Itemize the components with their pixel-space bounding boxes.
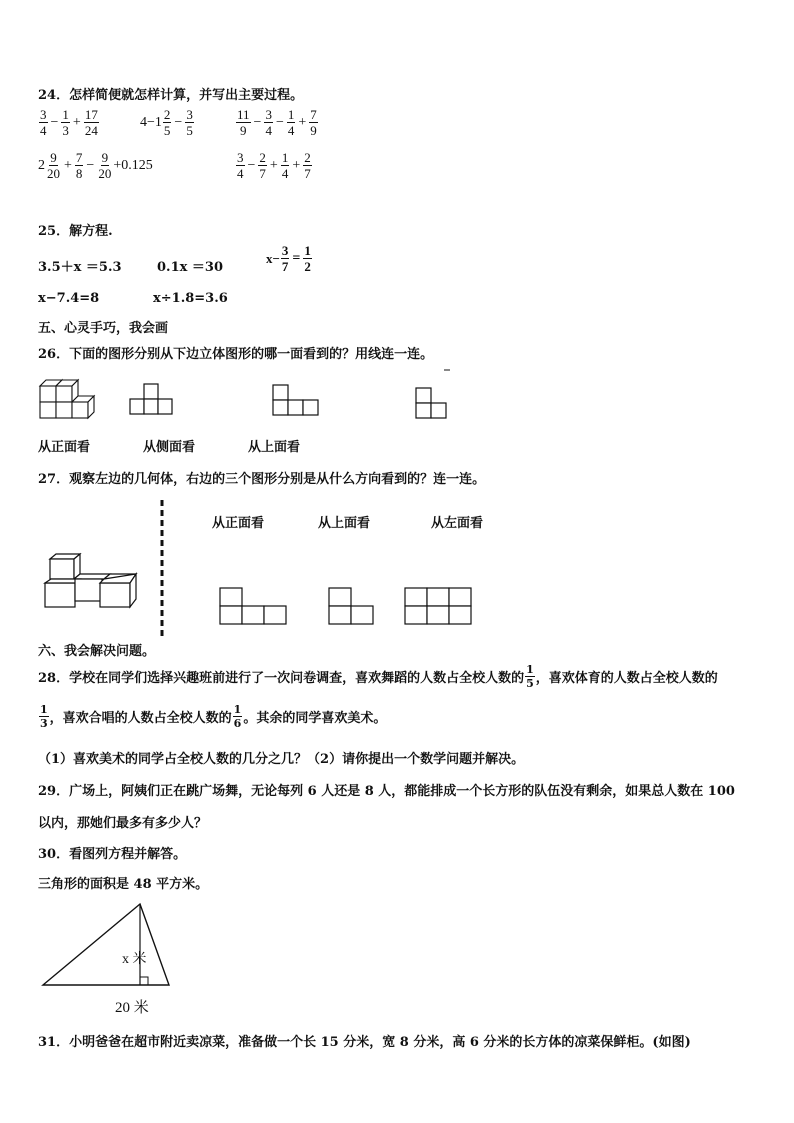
q27-label-top: 从上面看 [318,516,371,531]
q25-equation-1: 3.5＋x ＝5.3 [38,260,122,275]
q26-solid-figure [38,378,100,420]
q30-base-label: 20 米 [115,1000,149,1016]
section-6-heading: 六、我会解决问题。 [38,644,156,659]
q27-dashed-divider [159,500,165,638]
q26-view-shape-1 [130,383,174,417]
section-5-heading: 五、心灵手巧，我会画 [38,321,169,336]
q28-line-3: （1）喜欢美术的同学占全校人数的几分之几？（2）请你提出一个数学问题并解决。 [38,752,525,767]
q28-line-1: 28．学校在同学们选择兴趣班前进行了一次问卷调查，喜欢舞蹈的人数占全校人数的 $\frac{1}{5}$ ，喜欢体育的人数占全校人数的 [38,663,718,690]
q29-line-2: 以内，那她们最多有多少人？ [38,816,208,831]
q25-equation-5: x÷1.8=3.6 [153,291,228,306]
q30-area-statement: 三角形的面积是 48 平方米。 [38,877,209,892]
q29-line-1: 29．广场上，阿姨们正在跳广场舞，无论每列 6 人还是 8 人，都能排成一个长方形的队伍没有剩余，如果总人数在 100 [38,784,735,799]
q24-title: 24．怎样简便就怎样计算，并写出主要过程。 [38,88,304,103]
q27-label-left: 从左面看 [431,516,484,531]
q30-title: 30．看图列方程并解答。 [38,847,187,862]
q27-view-shape-2 [328,587,378,627]
q25-title: 25．解方程. [38,224,113,239]
q26-label-side: 从侧面看 [143,440,196,455]
q31-line-1: 31．小明爸爸在超市附近卖凉菜，准备做一个长 15 分米，宽 8 分米，高 6 分米的长方体的凉菜保鲜柜。(如图) [38,1035,691,1050]
q26-label-top: 从上面看 [248,440,301,455]
q28-line-2: $\frac{1}{3}$ ，喜欢合唱的人数占全校人数的 $\frac{1}{6}$ 。其余的同学喜欢美术。 [40,703,387,730]
q27-label-front: 从正面看 [212,516,265,531]
q30-triangle-figure [42,902,172,992]
q26-label-front: 从正面看 [38,440,91,455]
q24-expression-5: $\frac{3}{4}$ − $\frac{2}{7}$ + $\frac{1}{4}$ + $\frac{2}{7}$ [237,150,311,181]
q24-expression-4: 2 $\frac{9}{20}$ + $\frac{7}{8}$ − $\frac{9}{20}$ +0.125 [38,150,153,181]
q30-height-label: x 米 [122,952,147,967]
q25-equation-2: 0.1x ＝30 [157,260,223,275]
q27-title: 27．观察左边的几何体，右边的三个图形分别是从什么方向看到的？连一连。 [38,472,486,487]
q27-solid-figure [44,553,140,611]
q27-view-shape-3 [404,587,476,627]
q26-title: 26．下面的图形分别从下边立体图形的哪一面看到的？用线连一连。 [38,347,434,362]
q26-view-shape-3 [414,368,454,424]
q25-equation-4: x−7.4=8 [38,291,100,306]
q24-expression-1: $\frac{3}{4}$ − $\frac{1}{3}$ + $\frac{17}{24}$ [40,107,98,138]
q25-equation-3: x− $\frac{3}{7}$ = $\frac{1}{2}$ [266,243,311,274]
q26-view-shape-2 [272,384,320,418]
q24-expression-2: 4−1 $\frac{2}{5}$ − $\frac{3}{5}$ [140,107,193,138]
q24-expression-3: $\frac{11}{9}$ − $\frac{3}{4}$ − $\frac{1}{4}$ + $\frac{7}{9}$ [237,107,317,138]
q27-view-shape-1 [219,587,289,627]
